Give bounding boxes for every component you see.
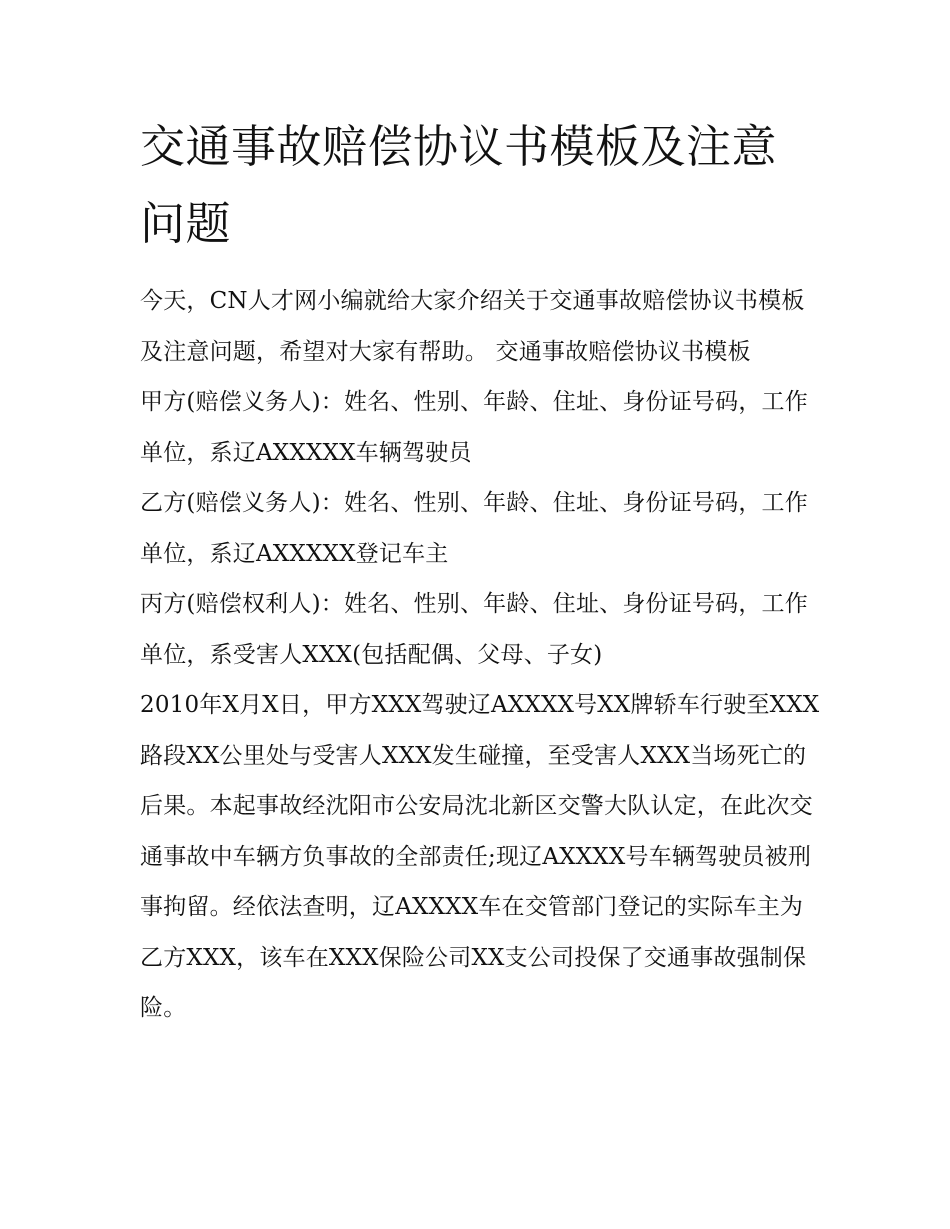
document-title: 交通事故赔偿协议书模板及注意问题 [140,120,778,250]
document-content [140,108,820,1034]
party-c-paragraph: 丙方(赔偿权利人)：姓名、性别、年龄、住址、身份证号码，工作单位，系受害人XXX(包括配偶、父母、子女) [140,591,808,668]
party-a-paragraph: 甲方(赔偿义务人)：姓名、性别、年龄、住址、身份证号码，工作单位，系辽AXXXXX车辆驾驶员 [140,389,808,466]
party-b-paragraph: 乙方(赔偿义务人)：姓名、性别、年龄、住址、身份证号码，工作单位，系辽AXXXXX登记车主 [140,490,808,567]
intro-paragraph: 今天，CN人才网小编就给大家介绍关于交通事故赔偿协议书模板及注意问题，希望对大家有帮助。 交通事故赔偿协议书模板 [140,288,805,365]
accident-facts-paragraph: 2010年X月X日，甲方XXX驾驶辽AXXXX号XX牌轿车行驶至XXX路段XX公里处与受害人XXX发生碰撞，至受害人XXX当场死亡的后果。本起事故经沈阳市公安局沈北新区交警大队认定，在此次交通事故中车辆方负事故的全部责任;现辽AXXXX号车辆驾驶员被刑事拘留。经依法查明，辽AXXXX车在交管部门登记的实际车主为乙方XXX，该车在XXX保险公司XX支公司投保了交通事故强制保险。 [140,692,820,1021]
document-body [140,276,820,1034]
